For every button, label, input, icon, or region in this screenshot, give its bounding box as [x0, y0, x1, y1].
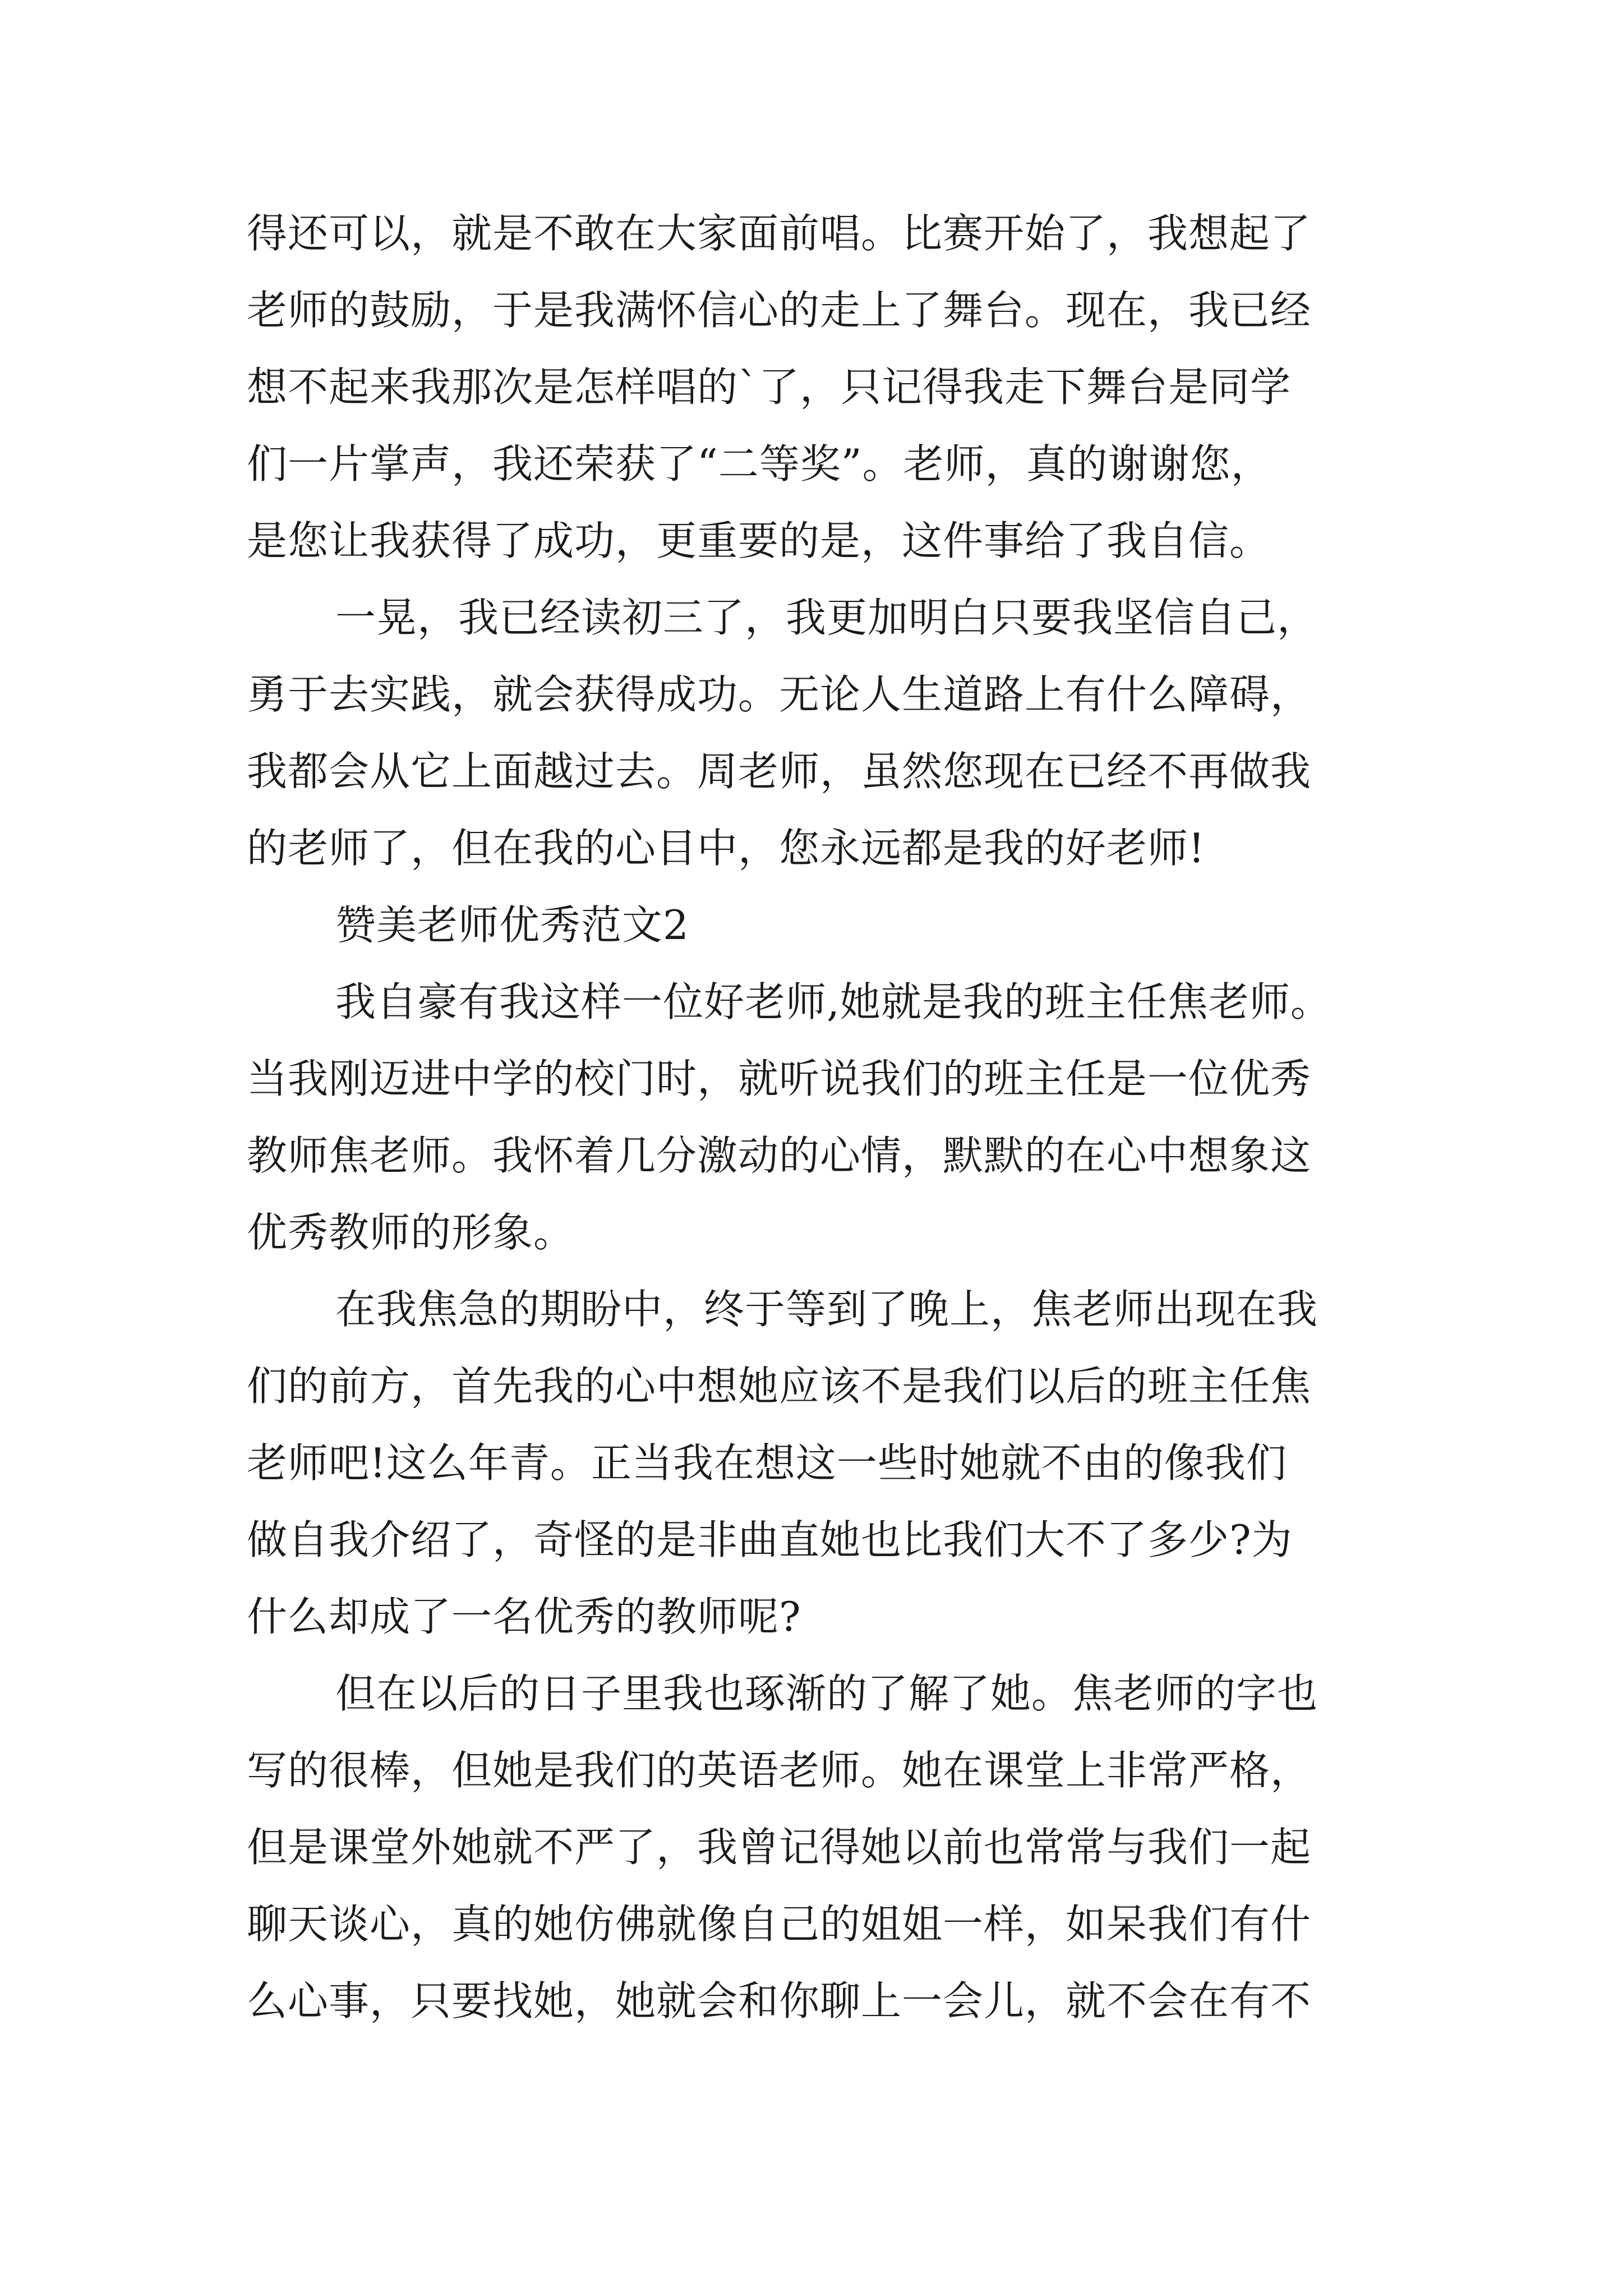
text-line: 做自我介绍了，奇怪的是非曲直她也比我们大不了多少?为	[247, 1516, 1293, 1563]
text-line: 老师的鼓励，于是我满怀信心的走上了舞台。现在，我已经	[247, 287, 1312, 334]
text-line: 想不起来我那次是怎样唱的`了，只记得我走下舞台是同学	[247, 364, 1292, 411]
paragraph-first-line: 但在以后的日子里我也琢渐的了解了她。焦老师的字也	[335, 1670, 1318, 1717]
text-line: 优秀教师的形象。	[247, 1209, 575, 1256]
text-line: 是您让我获得了成功，更重要的是，这件事给了我自信。	[247, 517, 1271, 564]
text-line: 的老师了，但在我的心目中，您永远都是我的好老师!	[247, 825, 1205, 872]
text-line: 但是课堂外她就不严了，我曾记得她以前也常常与我们一起	[247, 1824, 1312, 1871]
text-line: 教师焦老师。我怀着几分激动的心情，默默的在心中想象这	[247, 1132, 1312, 1179]
text-line: 写的很棒，但她是我们的英语老师。她在课堂上非常严格，	[247, 1747, 1312, 1794]
text-line: 老师吧!这么年青。正当我在想这一些时她就不由的像我们	[247, 1439, 1287, 1487]
text-line: 么心事，只要找她，她就会和你聊上一会儿，就不会在有不	[247, 1977, 1312, 2024]
section-heading: 赞美老师优秀范文2	[335, 901, 689, 949]
paragraph-first-line: 我自豪有我这样一位好老师,她就是我的班主任焦老师。	[335, 978, 1331, 1025]
text-line: 当我刚迈进中学的校门时，就听说我们的班主任是一位优秀	[247, 1055, 1312, 1102]
text-line: 勇于去实践，就会获得成功。无论人生道路上有什么障碍，	[247, 671, 1312, 718]
text-line: 我都会从它上面越过去。周老师，虽然您现在已经不再做我	[247, 748, 1312, 795]
text-line: 们的前方，首先我的心中想她应该不是我们以后的班主任焦	[247, 1363, 1312, 1410]
text-line: 们一片掌声，我还荣获了“二等奖”。老师，真的谢谢您，	[247, 440, 1272, 487]
text-line: 聊天谈心，真的她仿佛就像自己的姐姐一样，如呆我们有什	[247, 1901, 1312, 1948]
paragraph-first-line: 一晃，我已经读初三了，我更加明白只要我坚信自己，	[335, 594, 1318, 641]
text-line: 什么却成了一名优秀的教师呢?	[247, 1593, 801, 1640]
text-line: 得还可以，就是不敢在大家面前唱。比赛开始了，我想起了	[247, 210, 1312, 257]
paragraph-first-line: 在我焦急的期盼中，终于等到了晚上，焦老师出现在我	[335, 1286, 1318, 1333]
